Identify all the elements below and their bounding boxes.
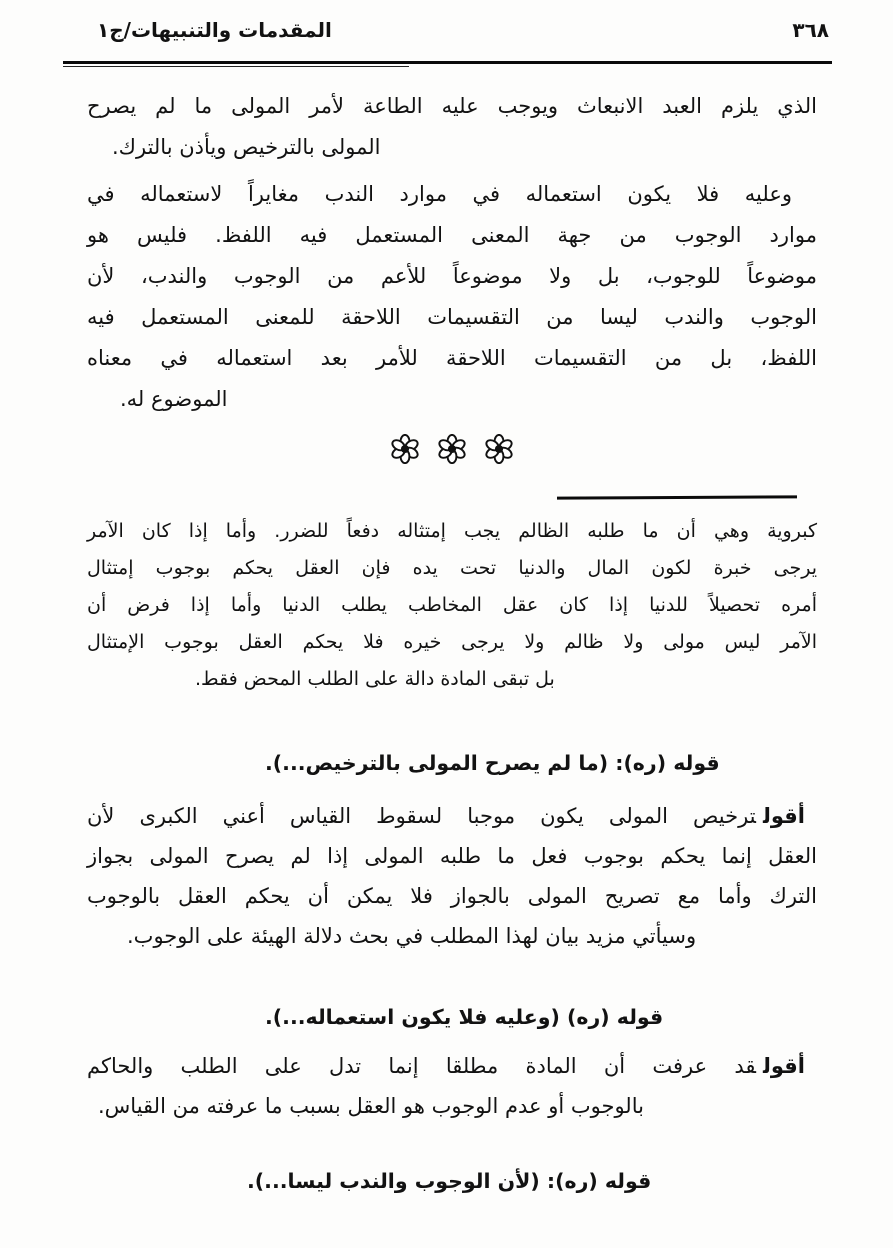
- footnote-line: بل تبقى المادة دالة على الطلب المحض فقط.: [195, 668, 555, 690]
- page-number: ٣٦٨: [792, 18, 829, 42]
- footnote-line: أمره تحصيلاً للدنيا إذا كان عقل المخاطب يطلب الدنيا وأما إذا فرض أن: [87, 594, 817, 616]
- page-header: [87, 18, 829, 48]
- text-line: الموضوع له.: [120, 387, 228, 411]
- text-line: العقل إنما يحكم بوجوب فعل ما طلبه المولى إذا لم يصرح المولى بجواز: [87, 844, 817, 868]
- text-line: وسيأتي مزيد بيان لهذا المطلب في بحث دلالة الهيئة على الوجوب.: [127, 924, 697, 948]
- lead-word: أقول: [763, 1054, 805, 1078]
- text-line: [87, 796, 817, 836]
- commentary: [87, 748, 817, 1196]
- footnote-separator: [557, 495, 797, 499]
- main-text: [87, 86, 817, 420]
- qawluhu-heading-2: قوله (ره) (وعليه فلا يكون استعماله...).: [265, 1005, 664, 1029]
- body-paragraph-2: [87, 174, 817, 420]
- body-paragraph-1: [87, 86, 817, 168]
- florette-icon: [484, 434, 514, 464]
- text-line: وعليه فلا يكون استعماله في موارد الندب مغايراً لاستعماله في: [87, 182, 792, 206]
- qawluhu-heading-1: قوله (ره): (ما لم يصرح المولى بالترخيص...).: [265, 751, 720, 775]
- text-line-rest: قد عرفت أن المادة مطلقا إنما تدل على الطلب والحاكم: [87, 1054, 756, 1078]
- header-rule: [63, 61, 832, 64]
- text-line: الترك وأما مع تصريح المولى بالجواز فلا يمكن أن يحكم العقل بالوجوب: [87, 884, 817, 908]
- florette-icon: [390, 434, 420, 464]
- aqulu-paragraph-1: [87, 796, 817, 956]
- text-line: المولى بالترخيص ويأذن بالترك.: [112, 135, 381, 159]
- footnote: [87, 513, 817, 698]
- book-title: المقدمات والتنبيهات/ج١: [97, 18, 332, 42]
- text-line: الوجوب والندب ليسا من التقسيمات اللاحقة للمعنى المستعمل فيه: [87, 305, 817, 329]
- footnote-line: كبروية وهي أن ما طلبه الظالم يجب إمتثاله دفعاً للضرر. وأما إذا كان الآمر: [87, 520, 817, 542]
- text-line: اللفظ، بل من التقسيمات اللاحقة للأمر بعد استعماله في معناه: [87, 346, 817, 370]
- lead-word: أقول: [763, 804, 805, 828]
- florette-icon: [437, 434, 467, 464]
- section-divider-ornaments: [87, 434, 817, 464]
- qawluhu-heading-3: قوله (ره): (لأن الوجوب والندب ليسا...).: [247, 1169, 652, 1193]
- text-line: موضوعاً للوجوب، بل ولا موضوعاً للأعم من الوجوب والندب، لأن: [87, 264, 817, 288]
- text-line-rest: ترخيص المولى يكون موجبا لسقوط القياس أعني الكبرى لأن: [87, 804, 756, 828]
- text-line: بالوجوب أو عدم الوجوب هو العقل بسبب ما عرفته من القياس.: [98, 1094, 644, 1118]
- footnote-line: الآمر ليس مولى ولا ظالم ولا يرجى خيره فلا يحكم العقل بوجوب الإمتثال: [87, 631, 817, 653]
- text-line: الذي يلزم العبد الانبعاث ويوجب عليه الطاعة لأمر المولى ما لم يصرح: [87, 94, 817, 118]
- footnote-line: يرجى خبرة لكون المال والدنيا تحت يده فإن العقل يحكم بوجوب إمتثال: [87, 557, 817, 579]
- text-line: موارد الوجوب من جهة المعنى المستعمل فيه اللفظ. فليس هو: [87, 223, 817, 247]
- text-line: [87, 1046, 817, 1086]
- aqulu-paragraph-2: [87, 1046, 817, 1126]
